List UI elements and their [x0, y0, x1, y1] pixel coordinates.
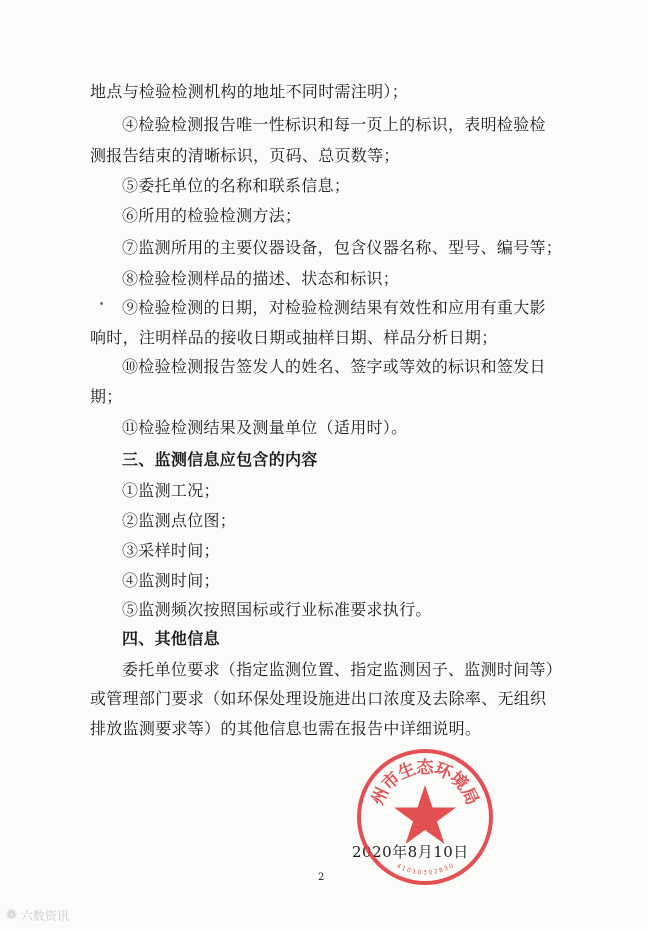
seal-number-digit: 2: [433, 868, 439, 876]
scan-speck: [100, 302, 103, 305]
seal-character: 态: [416, 758, 434, 778]
text-line: ⑧检验检测样品的描述、状态和标识；: [122, 269, 400, 288]
official-seal: [352, 744, 498, 890]
seal-number-digit: 1: [411, 868, 417, 876]
list-item: ⑤监测频次按照国标或行业标准要求执行。: [122, 600, 432, 619]
list-item: ④监测时间；: [122, 571, 220, 590]
seal-number-digit: 4: [395, 862, 403, 871]
text-line: ④检验检测报告唯一性标识和每一页上的标识，表明检验检: [122, 115, 546, 134]
seal-number-digit: 3: [443, 864, 450, 873]
text-line: ⑥所用的检验检测方法；: [122, 206, 302, 225]
seal-number-digit: 3: [423, 869, 427, 877]
list-item: ①监测工况；: [122, 481, 220, 500]
text-line: ⑤委托单位的名称和联系信息；: [122, 176, 351, 195]
watermark-text: 六数资讯: [20, 908, 69, 923]
text-line: ⑨检验检测的日期，对检验检测结果有效性和应用有重大影: [122, 298, 546, 317]
seal-number: [395, 862, 454, 876]
text-line: 响时，注明样品的接收日期或抽样日期、样品分析日期；: [90, 328, 498, 347]
paragraph-line: 或管理部门要求（如环保处理设施进出口浓度及去除率、无组织: [90, 689, 547, 708]
seal-number-digit: 0: [428, 869, 433, 877]
section-heading: 四、其他信息: [122, 629, 220, 648]
section-heading: 三、监测信息应包含的内容: [122, 450, 318, 469]
text-line: 测报告结束的清晰标识，页码、总页数等；: [90, 146, 400, 165]
star-icon: [394, 785, 456, 844]
list-item: ②监测点位图；: [122, 511, 237, 530]
page-number: 2: [318, 872, 325, 883]
text-line: ⑦监测所用的主要仪器设备，包含仪器名称、型号、编号等；: [122, 238, 563, 257]
seal-character: 局: [456, 784, 483, 809]
paragraph-line: 委托单位要求（指定监测位置、指定监测因子、监测时间等）: [122, 660, 563, 679]
text-line: ⑪检验检测结果及测量单位（适用时）。: [122, 418, 408, 437]
seal-character: 州: [367, 784, 394, 809]
seal-number-digit: 0: [447, 862, 455, 871]
seal-character: 境: [445, 768, 472, 795]
watermark-logo-icon: ❁: [6, 907, 17, 923]
seal-character: 市: [378, 768, 405, 795]
paragraph-line: 排放监测要求等）的其他信息也需在报告中详细说明。: [90, 719, 482, 738]
seal-number-digit: 8: [438, 866, 445, 875]
issue-date: 2020年8月10日: [352, 843, 469, 861]
seal-number-digit: 0: [405, 866, 412, 875]
text-line: 期；: [90, 387, 123, 406]
watermark: [6, 906, 69, 924]
seal-number-digit: 0: [417, 869, 422, 877]
text-line: ⑩检验检测报告签发人的姓名、签字或等效的标识和签发日: [122, 357, 546, 376]
text-line: 地点与检验检测机构的地址不同时需注明）；: [90, 82, 409, 101]
seal-character: 环: [431, 759, 455, 784]
list-item: ③采样时间；: [122, 541, 220, 560]
seal-character: 生: [395, 759, 419, 784]
seal-number-digit: 1: [400, 864, 407, 873]
